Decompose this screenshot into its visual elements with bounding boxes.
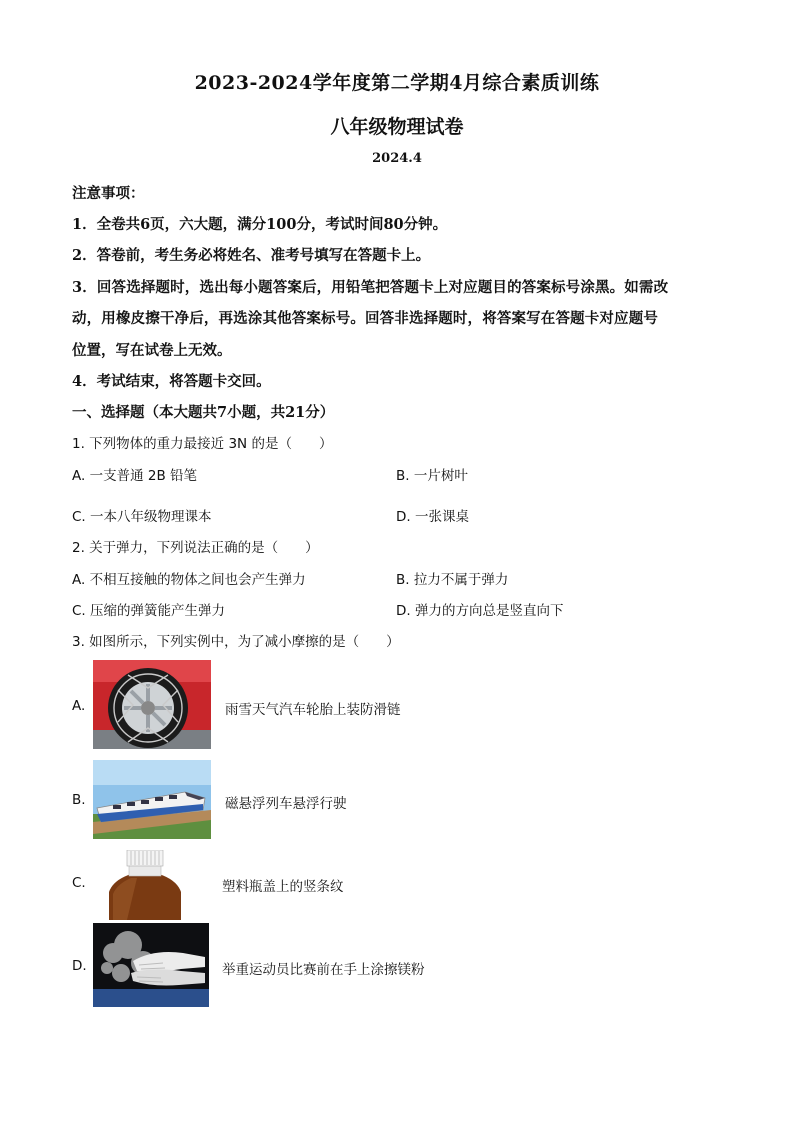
- notice-heading: 注意事项：: [72, 185, 145, 202]
- section-heading: 一、选择题（本大题共7小题，共21分）: [72, 404, 335, 421]
- notice-item: 4．考试结束，将答题卡交回。: [72, 373, 271, 390]
- bottle-cap-image: [103, 850, 187, 920]
- option-c: C. 压缩的弹簧能产生弹力: [72, 603, 226, 619]
- maglev-train-image: [93, 760, 211, 839]
- chalk-hands-image: [93, 923, 209, 1007]
- notice-item: 2．答卷前，考生务必将姓名、准考号填写在答题卡上。: [72, 247, 431, 264]
- option-caption: 塑料瓶盖上的竖条纹: [222, 879, 344, 895]
- notice-item: 动，用橡皮擦干净后，再选涂其他答案标号。回答非选择题时，将答案写在答题卡对应题号: [72, 310, 658, 327]
- option-b: B. 拉力不属于弹力: [396, 572, 509, 588]
- option-caption: 举重运动员比赛前在手上涂擦镁粉: [222, 962, 425, 978]
- option-letter: D.: [72, 958, 87, 974]
- option-a: A. 一支普通 2B 铅笔: [72, 468, 198, 484]
- option-caption: 磁悬浮列车悬浮行驶: [225, 796, 347, 812]
- option-letter: A.: [72, 698, 86, 714]
- option-a: A. 不相互接触的物体之间也会产生弹力: [72, 572, 306, 588]
- question-stem: 2. 关于弹力，下列说法正确的是（ ）: [72, 540, 319, 556]
- exam-date: 2024.4: [372, 151, 422, 166]
- notice-item: 3．回答选择题时，选出每小题答案后，用铅笔把答题卡上对应题目的答案标号涂黑。如需改: [72, 279, 669, 296]
- question-stem: 3. 如图所示，下列实例中，为了减小摩擦的是（ ）: [72, 634, 400, 650]
- option-letter: B.: [72, 792, 86, 808]
- tire-chain-image: [93, 660, 211, 749]
- option-d: D. 弹力的方向总是竖直向下: [396, 603, 564, 619]
- question-stem: 1. 下列物体的重力最接近 3N 的是（ ）: [72, 436, 333, 452]
- exam-title: 2023-2024学年度第二学期4月综合素质训练: [194, 72, 600, 94]
- option-caption: 雨雪天气汽车轮胎上装防滑链: [225, 702, 401, 718]
- exam-subtitle: 八年级物理试卷: [330, 116, 464, 138]
- option-d: D. 一张课桌: [396, 509, 469, 525]
- notice-item: 位置，写在试卷上无效。: [72, 342, 232, 359]
- option-c: C. 一本八年级物理课本: [72, 509, 212, 525]
- option-b: B. 一片树叶: [396, 468, 468, 484]
- notice-item: 1．全卷共6页，六大题，满分100分，考试时间80分钟。: [72, 216, 448, 233]
- option-letter: C.: [72, 875, 86, 891]
